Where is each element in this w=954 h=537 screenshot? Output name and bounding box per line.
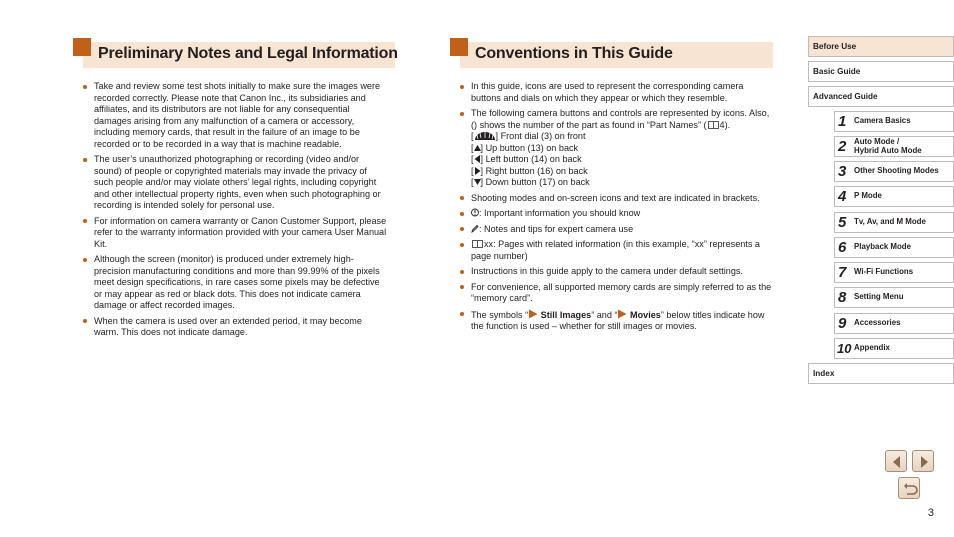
section-title: Preliminary Notes and Legal Information — [98, 45, 398, 62]
chapter-label: Other Shooting Modes — [854, 166, 939, 176]
list-item: Although the screen (monitor) is produced under extremely high-precision manufacturing conditions and more than 99.99% of the pixels meet design specifications, in rare cases some pixels may be defective or may appear as red or black dots. This does not indicate camera damage or affect recorded images. — [94, 254, 388, 312]
arrow-right-icon — [913, 451, 935, 473]
chapter-label: Camera Basics — [854, 116, 911, 126]
control-line: [ ] Left button (14) on back — [471, 154, 582, 164]
symbols-text: ” and “ — [591, 309, 618, 320]
chapter-label — [854, 137, 922, 156]
down-button-icon — [474, 178, 481, 186]
nav-basic-guide[interactable]: Basic Guide — [808, 61, 954, 82]
list-item — [471, 108, 774, 189]
return-button[interactable] — [898, 477, 920, 499]
chapter-number: 8 — [838, 289, 847, 306]
section-header — [73, 38, 398, 68]
chapter-label: Accessories — [854, 318, 901, 328]
chapter-number: 7 — [838, 264, 847, 281]
part-ref: 4). — [719, 119, 731, 130]
chapter-number: 3 — [838, 163, 847, 180]
important-icon — [471, 208, 479, 217]
list-item: In this guide, icons are used to represent the corresponding camera buttons and dials on which they appear or which they resemble. — [471, 81, 774, 104]
arrow-left-icon — [886, 451, 908, 473]
control-line: [ ] Front dial (3) on front — [471, 131, 586, 141]
nav-chapter-5[interactable] — [834, 212, 954, 233]
legal-notes-section — [73, 38, 398, 343]
chapter-number: 4 — [838, 188, 847, 205]
nav-chapter-1[interactable] — [834, 111, 954, 132]
previous-page-button[interactable] — [885, 450, 907, 472]
list-item — [471, 224, 774, 236]
chapter-label: Wi-Fi Functions — [854, 267, 914, 277]
symbols-text: ” below titles indicate how the function is used – whether for still images or movies. — [471, 309, 765, 331]
movies-arrow-icon — [617, 309, 627, 319]
section-header — [450, 38, 778, 68]
chapter-number: 5 — [838, 214, 847, 231]
control-line: [ ] Down button (17) on back — [471, 177, 590, 187]
nav-index[interactable]: Index — [808, 363, 954, 384]
nav-chapter-4[interactable] — [834, 186, 954, 207]
chapter-number: 9 — [838, 315, 847, 332]
list-item: Take and review some test shots initially to make sure the images were recorded correctly. Please note that Canon Inc., its subsidiaries and affiliates, and its distributors are not liable for any consequential damages arising from any malfunction of a camera or accessory, including memory cards, that result in the failure of an image to be recorded or to be recorded in a way that is machine readable. — [94, 81, 388, 150]
page-ref-text: xx: Pages with related information (in this example, “xx” represents a page number) — [471, 239, 760, 261]
conventions-list — [450, 81, 778, 333]
chapter-number: 2 — [838, 138, 847, 155]
symbols-text: The symbols “ — [471, 309, 529, 320]
nav-chapter-9[interactable] — [834, 313, 954, 334]
chapter-label: Playback Mode — [854, 242, 912, 252]
left-button-icon — [474, 155, 481, 163]
pencil-icon — [471, 224, 479, 233]
chapter-number: 1 — [838, 113, 847, 130]
still-images-label: Still Images — [540, 309, 592, 320]
chapter-number: 10 — [837, 341, 852, 356]
nav-chapter-10[interactable] — [834, 338, 954, 359]
control-text: Right button (16) on back — [485, 165, 588, 176]
nav-chapter-3[interactable] — [834, 161, 954, 182]
nav-chapter-6[interactable] — [834, 237, 954, 258]
still-images-arrow-icon — [528, 309, 538, 319]
control-text: Up button (13) on back — [485, 142, 579, 153]
control-text: Down button (17) on back — [485, 177, 590, 187]
list-item: For information on camera warranty or Canon Customer Support, please refer to the warranty information provided with your camera User Manual Kit. — [94, 215, 387, 249]
list-item — [471, 239, 774, 262]
list-item: Shooting modes and on-screen icons and text are indicated in brackets. — [471, 193, 774, 205]
tips-text: : Notes and tips for expert camera use — [479, 223, 634, 234]
book-icon — [472, 240, 483, 248]
legal-notes-list — [73, 81, 398, 339]
section-title: Conventions in This Guide — [475, 45, 673, 62]
right-button-icon — [474, 167, 481, 175]
list-item: The user’s unauthorized photographing or recording (video and/or sound) of people or copyrighted materials may invade the privacy of such people and/or may violate others’ legal rights, including copyright and other intellectual property rights, even when such photographing or recording is intended solely for personal use. — [94, 154, 388, 212]
list-item — [471, 208, 774, 220]
chapter-label-line2: Hybrid Auto Mode — [854, 145, 922, 155]
list-item: When the camera is used over an extended period, it may become warm. This does not indicate damage. — [94, 316, 388, 339]
movies-label: Movies — [630, 309, 661, 320]
control-line: [ ] Up button (13) on back — [471, 142, 579, 153]
chapter-label: Setting Menu — [854, 292, 904, 302]
important-text: : Important information you should know — [479, 208, 641, 218]
book-icon — [708, 121, 719, 129]
list-item — [471, 309, 774, 333]
chapter-label-line1: Auto Mode / — [854, 137, 900, 146]
return-arrow-icon — [899, 478, 921, 500]
nav-before-use[interactable]: Before Use — [808, 36, 954, 57]
chapter-number: 6 — [838, 239, 847, 256]
chapter-label: Appendix — [854, 343, 890, 353]
control-text: Front dial (3) on front — [500, 131, 586, 141]
header-square-icon — [450, 38, 468, 56]
list-item: Instructions in this guide apply to the camera under default settings. — [471, 266, 774, 278]
nav-chapter-8[interactable] — [834, 287, 954, 308]
control-line: [ ] Right button (16) on back — [471, 165, 588, 176]
up-button-icon — [474, 144, 481, 152]
header-square-icon — [73, 38, 91, 56]
page-number: 3 — [927, 507, 934, 519]
control-text: Left button (14) on back — [485, 154, 582, 164]
chapter-label: P Mode — [854, 191, 882, 201]
conventions-section — [450, 38, 778, 337]
next-page-button[interactable] — [912, 450, 934, 472]
front-dial-icon — [474, 131, 496, 140]
list-item: For convenience, all supported memory cards are simply referred to as the “memory card”. — [471, 282, 774, 305]
controls-intro: The following camera buttons and controls are represented by icons. Also, () shows the number of the part as found in “Part Names” ( — [471, 108, 770, 130]
chapter-label: Tv, Av, and M Mode — [854, 217, 926, 227]
nav-chapter-7[interactable] — [834, 262, 954, 283]
nav-advanced-guide[interactable]: Advanced Guide — [808, 86, 954, 107]
nav-chapter-2[interactable] — [834, 136, 954, 157]
